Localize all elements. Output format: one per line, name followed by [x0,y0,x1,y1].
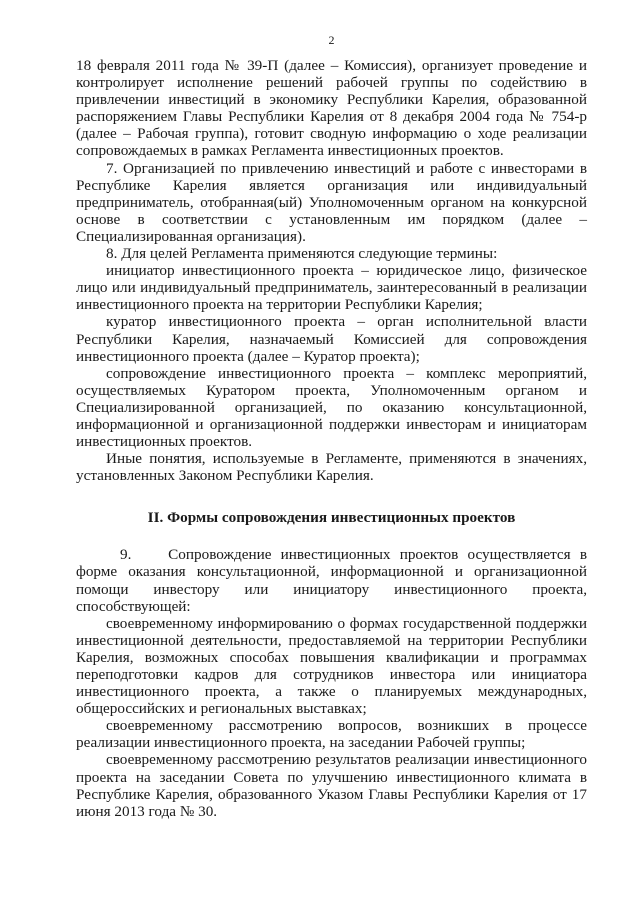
list-item-council: своевременному рассмотрению результатов реализации инвестиционного проекта на заседании Совета по улучшению инвестиционного климата в Республике Карелия, образованного Указом Главы Республики Карелия от 17 июня 2013 года № 30. [76,751,587,820]
term-curator: куратор инвестиционного проекта – орган исполнительной власти Республики Карелия, назначаемый Комиссией для сопровождения инвестиционного проекта (далее – Куратор проекта); [76,313,587,365]
list-item-informing: своевременному информированию о формах государственной поддержки инвестиционной деятельности, предоставляемой на территории Республики Карелия, возможных способах повышения квалификации и программах переподготовки кадров для сотрудников инвестора или инициатора инвестиционного проекта, а также о планируемых международных, общероссийских и региональных выставках; [76,614,587,718]
page-number: 2 [328,33,335,47]
paragraph-item-9: 9. Сопровождение инвестиционных проектов осуществляется в форме оказания консультационной, информационной и организационной помощи инвестору или инициатору инвестиционного проекта, способствующей: [76,546,587,615]
paragraph-item-8: 8. Для целей Регламента применяются следующие термины: [106,245,498,263]
paragraph-other-terms: Иные понятия, используемые в Регламенте, применяются в значениях, установленных Законом Республики Карелия. [76,450,587,485]
section-heading: II. Формы сопровождения инвестиционных проектов [147,509,516,527]
term-support: сопровождение инвестиционного проекта – комплекс мероприятий, осуществляемых Куратором проекта, Уполномоченным органом и Специализированной организацией, по оказанию консультационной, информационной и организационной поддержки инвесторам и инициаторам инвестиционных проектов. [76,364,587,451]
paragraph-item-7: 7. Организацией по привлечению инвестиций и работе с инвесторами в Республике Карелия является организация или индивидуальный предприниматель, отобранная(ый) Уполномоченным органом на конкурсной основе в соответствии с установленным им порядком (далее – Специализированная организация). [76,159,587,245]
term-initiator: инициатор инвестиционного проекта – юридическое лицо, физическое лицо или индивидуальный предприниматель, заинтересованный в реализации инвестиционного проекта на территории Республики Карелия; [76,262,587,314]
paragraph-continuation: 18 февраля 2011 года № 39-П (далее – Комиссия), организует проведение и контролирует исполнение решений рабочей группы по содействию в привлечении инвестиций в экономику Республики Карелия, образованной распоряжением Главы Республики Карелия от 8 декабря 2004 года № 754-р (далее – Рабочая группа), готовит сводную информацию о ходе реализации сопровождаемых в рамках Регламента инвестиционных проектов. [76,57,587,160]
list-item-working-group: своевременному рассмотрению вопросов, возникших в процессе реализации инвестиционного проекта, на заседании Рабочей группы; [76,717,587,752]
